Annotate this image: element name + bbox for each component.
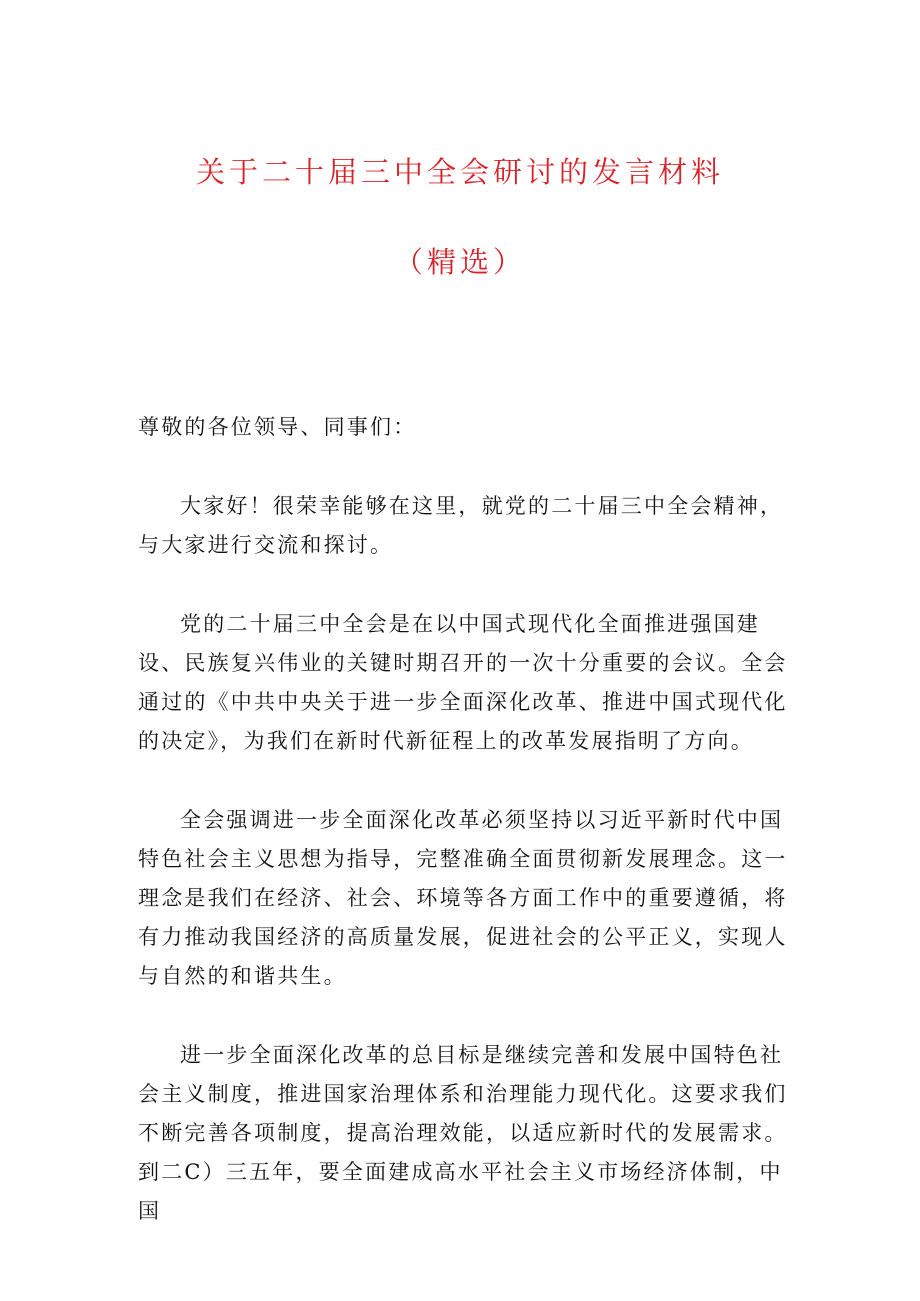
- paragraph-1: 大家好！很荣幸能够在这里，就党的二十届三中全会精神，与大家进行交流和探讨。: [138, 494, 784, 557]
- paragraph-3: 全会强调进一步全面深化改革必须坚持以习近平新时代中国特色社会主义思想为指导，完整准确全面贯彻新发展理念。这一理念是我们在经济、社会、环境等各方面工作中的重要遵循，将有力推动我国经济的高质量发展，促进社会的公平正义，实现人与自然的和谐共生。: [138, 808, 788, 988]
- greeting: 尊敬的各位领导、同事们：: [138, 415, 417, 439]
- document-body: [138, 408, 798, 1271]
- document-title: 关于二十届三中全会研讨的发言材料: [195, 155, 724, 189]
- paragraph-2: 党的二十届三中全会是在以中国式现代化全面推进强国建设、民族复兴伟业的关键时期召开的一次十分重要的会议。全会通过的《中共中央关于进一步全面深化改革、推进中国式现代化的决定》，为我们在新时代新征程上的改革发展指明了方向。: [138, 612, 788, 753]
- paragraph-4: 进一步全面深化改革的总目标是继续完善和发展中国特色社会主义制度，推进国家治理体系和治理能力现代化。这要求我们不断完善各项制度，提高治理效能，以适应新时代的发展需求。到二C）三五年，要全面建成高水平社会主义市场经济体制，中国: [138, 1043, 788, 1223]
- document-subtitle: （精选）: [393, 245, 526, 279]
